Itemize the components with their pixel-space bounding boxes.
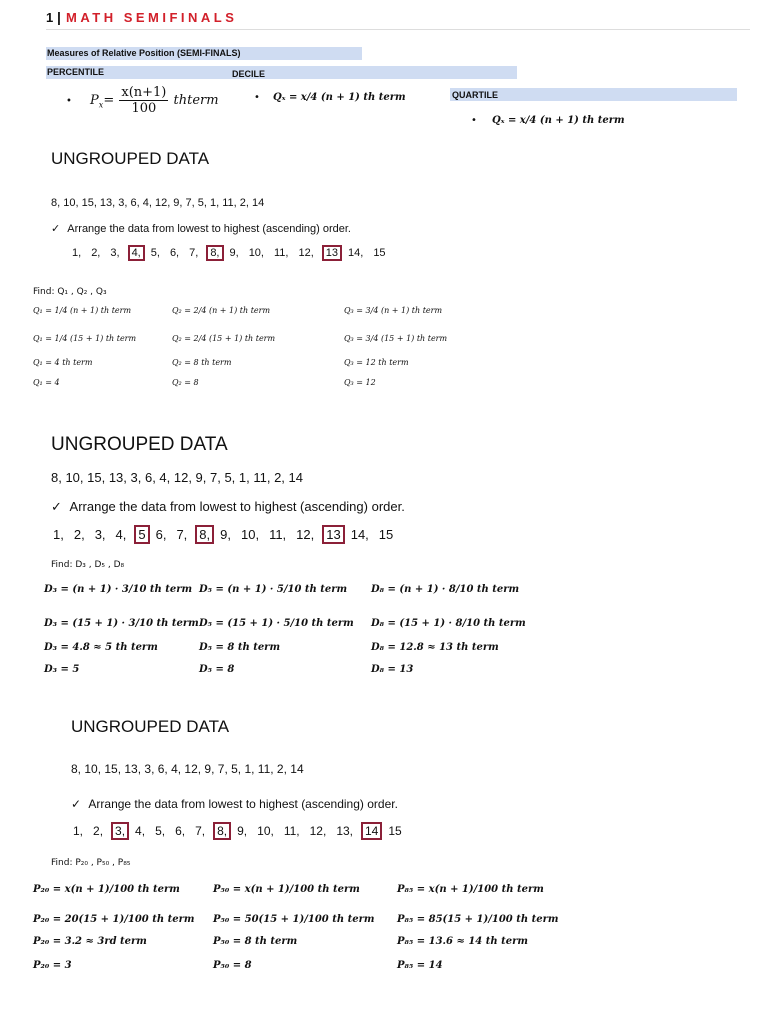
formula-line: P₂₀ = 20(15 + 1)/100 th term bbox=[33, 914, 195, 925]
formula-line: P₈₅ = x(n + 1)/100 th term bbox=[397, 884, 544, 895]
find-label: Find: Q₁ , Q₂ , Q₃ bbox=[33, 287, 107, 297]
formula-line: D₅ = (n + 1) · 5/10 th term bbox=[199, 584, 348, 595]
sorted-value: 9, bbox=[220, 527, 231, 542]
decile-formula-text: Qₓ = x/4 (n + 1) th term bbox=[273, 92, 406, 103]
formula-line: D₅ = 8 th term bbox=[199, 642, 281, 653]
quartile-heading: QUARTILE bbox=[452, 90, 498, 100]
sorted-value: 6, bbox=[155, 527, 167, 542]
sorted-value: 11, bbox=[283, 824, 300, 838]
sorted-value: 7, bbox=[176, 527, 188, 542]
formula-line: Q₃ = 3/4 (n + 1) th term bbox=[344, 306, 443, 315]
percentile-fraction: $\frac{x(n+1)}{100}$ bbox=[121, 85, 167, 116]
sorted-value: 14, bbox=[350, 527, 369, 542]
sorted-value: 4, bbox=[135, 824, 146, 838]
highlighted-value: 3, bbox=[111, 822, 129, 840]
instruction bbox=[71, 797, 398, 811]
formula-line: D₃ = (n + 1) · 3/10 th term bbox=[44, 584, 193, 595]
percentile-formula bbox=[66, 86, 219, 115]
highlighted-value: 4, bbox=[128, 245, 145, 261]
formula-line: Q₂ = 2/4 (15 + 1) th term bbox=[172, 334, 276, 343]
sorted-data bbox=[51, 525, 401, 544]
percentile-band bbox=[46, 66, 517, 79]
formula-line: P₂₀ = 3 bbox=[33, 960, 72, 971]
find-label: Find: D₃ , D₅ , D₈ bbox=[51, 560, 125, 570]
formula-line: P₈₅ = 85(15 + 1)/100 th term bbox=[397, 914, 559, 925]
sorted-value: 6, bbox=[169, 247, 180, 259]
highlighted-value: 8, bbox=[195, 525, 214, 544]
percentile-heading: PERCENTILE bbox=[47, 67, 105, 77]
highlighted-value: 8, bbox=[213, 822, 231, 840]
highlighted-value: 8, bbox=[206, 245, 223, 261]
sorted-value: 10, bbox=[240, 527, 260, 542]
formula-line: D₈ = 13 bbox=[371, 664, 414, 675]
section-title: UNGROUPED DATA bbox=[51, 149, 210, 168]
highlighted-value: 14 bbox=[361, 822, 382, 840]
formula-line: Q₂ = 2/4 (n + 1) th term bbox=[172, 306, 271, 315]
decile-heading: DECILE bbox=[232, 69, 266, 79]
formula-line: P₂₀ = 3.2 ≈ 3rd term bbox=[33, 936, 147, 947]
section-title: UNGROUPED DATA bbox=[51, 434, 228, 455]
formula-line: D₈ = 12.8 ≈ 13 th term bbox=[371, 642, 499, 653]
check-icon: ✓ bbox=[51, 223, 61, 235]
sorted-value: 2, bbox=[93, 824, 104, 838]
highlighted-value: 5 bbox=[134, 525, 149, 544]
formula-line: D₅ = 8 bbox=[199, 664, 235, 675]
sorted-value: 5, bbox=[150, 247, 160, 259]
sorted-value: 14, bbox=[348, 247, 364, 259]
formula-line: D₃ = 4.8 ≈ 5 th term bbox=[44, 642, 158, 653]
instruction bbox=[51, 499, 405, 515]
sorted-data bbox=[71, 822, 410, 840]
highlighted-value: 13 bbox=[322, 245, 342, 261]
formula-line: Q₁ = 4 th term bbox=[33, 358, 93, 367]
sorted-value: 3, bbox=[110, 247, 120, 259]
sorted-value: 3, bbox=[94, 527, 106, 542]
sorted-value: 13, bbox=[336, 824, 353, 838]
sorted-value: 7, bbox=[189, 247, 199, 259]
sorted-value: 2, bbox=[73, 527, 85, 542]
decile-formula bbox=[254, 85, 406, 104]
formula-line: P₅₀ = x(n + 1)/100 th term bbox=[213, 884, 360, 895]
highlighted-value: 13 bbox=[322, 525, 344, 544]
formula-line: P₈₅ = 14 bbox=[397, 960, 443, 971]
check-icon: ✓ bbox=[71, 797, 82, 811]
instruction-text: Arrange the data from lowest to highest (ascending) order. bbox=[67, 223, 351, 235]
sorted-value: 6, bbox=[175, 824, 186, 838]
raw-data: 8, 10, 15, 13, 3, 6, 4, 12, 9, 7, 5, 1, 11, 2, 14 bbox=[51, 197, 265, 209]
raw-data: 8, 10, 15, 13, 3, 6, 4, 12, 9, 7, 5, 1, 11, 2, 14 bbox=[71, 762, 304, 776]
p-symbol: $P_x=$ bbox=[90, 93, 115, 110]
instruction-text: Arrange the data from lowest to highest (ascending) order. bbox=[69, 499, 405, 514]
bullet-icon: • bbox=[66, 96, 72, 107]
formula-line: Q₁ = 4 bbox=[33, 378, 60, 387]
formula-line: Q₃ = 12 bbox=[344, 378, 376, 387]
sorted-value: 2, bbox=[91, 247, 101, 259]
sorted-value: 11, bbox=[269, 527, 287, 542]
sorted-value: 5, bbox=[155, 824, 166, 838]
quartile-work bbox=[33, 302, 733, 402]
instruction-text: Arrange the data from lowest to highest (ascending) order. bbox=[88, 797, 398, 811]
sorted-value: 15 bbox=[378, 527, 394, 542]
page-number: 1 bbox=[46, 10, 54, 25]
find-label: Find: P₂₀ , P₅₀ , P₈₅ bbox=[51, 858, 131, 868]
sorted-value: 11, bbox=[273, 247, 289, 259]
sorted-value: 12, bbox=[296, 527, 315, 542]
formula-line: D₃ = (15 + 1) · 3/10 th term bbox=[44, 618, 199, 629]
formula-line: P₅₀ = 8 th term bbox=[213, 936, 298, 947]
quartile-formula bbox=[471, 108, 625, 127]
sorted-value: 9, bbox=[237, 824, 248, 838]
bullet-icon: • bbox=[254, 92, 260, 103]
quartile-formula-text: Qₓ = x/4 (n + 1) th term bbox=[492, 115, 625, 126]
sorted-value: 1, bbox=[72, 247, 82, 259]
section-title: UNGROUPED DATA bbox=[71, 717, 230, 736]
sorted-value: 12, bbox=[309, 824, 327, 838]
formula-line: D₈ = (15 + 1) · 8/10 th term bbox=[371, 618, 526, 629]
raw-data: 8, 10, 15, 13, 3, 6, 4, 12, 9, 7, 5, 1, 11, 2, 14 bbox=[51, 470, 303, 485]
sorted-value: 15 bbox=[373, 247, 386, 259]
sorted-value: 12, bbox=[298, 247, 314, 259]
sorted-value: 4, bbox=[115, 527, 127, 542]
sorted-value: 10, bbox=[257, 824, 274, 838]
percentile-work bbox=[33, 878, 733, 988]
sorted-value: 1, bbox=[53, 527, 64, 542]
formula-line: D₃ = 5 bbox=[44, 664, 80, 675]
formula-line: Q₃ = 3/4 (15 + 1) th term bbox=[344, 334, 448, 343]
page-title: MATH SEMIFINALS bbox=[66, 10, 238, 25]
formula-line: P₈₅ = 13.6 ≈ 14 th term bbox=[397, 936, 528, 947]
formula-line: P₅₀ = 8 bbox=[213, 960, 252, 971]
decile-work bbox=[44, 580, 744, 690]
formula-line: P₂₀ = x(n + 1)/100 th term bbox=[33, 884, 180, 895]
sorted-value: 15 bbox=[388, 824, 402, 838]
formula-line: D₈ = (n + 1) · 8/10 th term bbox=[371, 584, 520, 595]
sorted-value: 7, bbox=[195, 824, 206, 838]
formula-line: Q₁ = 1/4 (15 + 1) th term bbox=[33, 334, 137, 343]
formula-line: Q₃ = 12 th term bbox=[344, 358, 409, 367]
percentile-tail: thterm bbox=[173, 93, 219, 108]
check-icon: ✓ bbox=[51, 499, 62, 514]
formula-line: Q₂ = 8 th term bbox=[172, 358, 232, 367]
formula-line: P₅₀ = 50(15 + 1)/100 th term bbox=[213, 914, 375, 925]
sorted-data bbox=[70, 245, 394, 261]
sorted-value: 10, bbox=[248, 247, 264, 259]
header-rule bbox=[46, 29, 750, 30]
instruction bbox=[51, 222, 351, 235]
sorted-value: 1, bbox=[73, 824, 84, 838]
formula-line: Q₁ = 1/4 (n + 1) th term bbox=[33, 306, 132, 315]
sorted-value: 9, bbox=[229, 247, 239, 259]
bullet-icon: • bbox=[471, 115, 477, 126]
formula-line: D₅ = (15 + 1) · 5/10 th term bbox=[199, 618, 354, 629]
formula-line: Q₂ = 8 bbox=[172, 378, 199, 387]
measures-heading: Measures of Relative Position (SEMI-FINALS) bbox=[47, 48, 241, 58]
header-separator: | bbox=[57, 9, 61, 25]
